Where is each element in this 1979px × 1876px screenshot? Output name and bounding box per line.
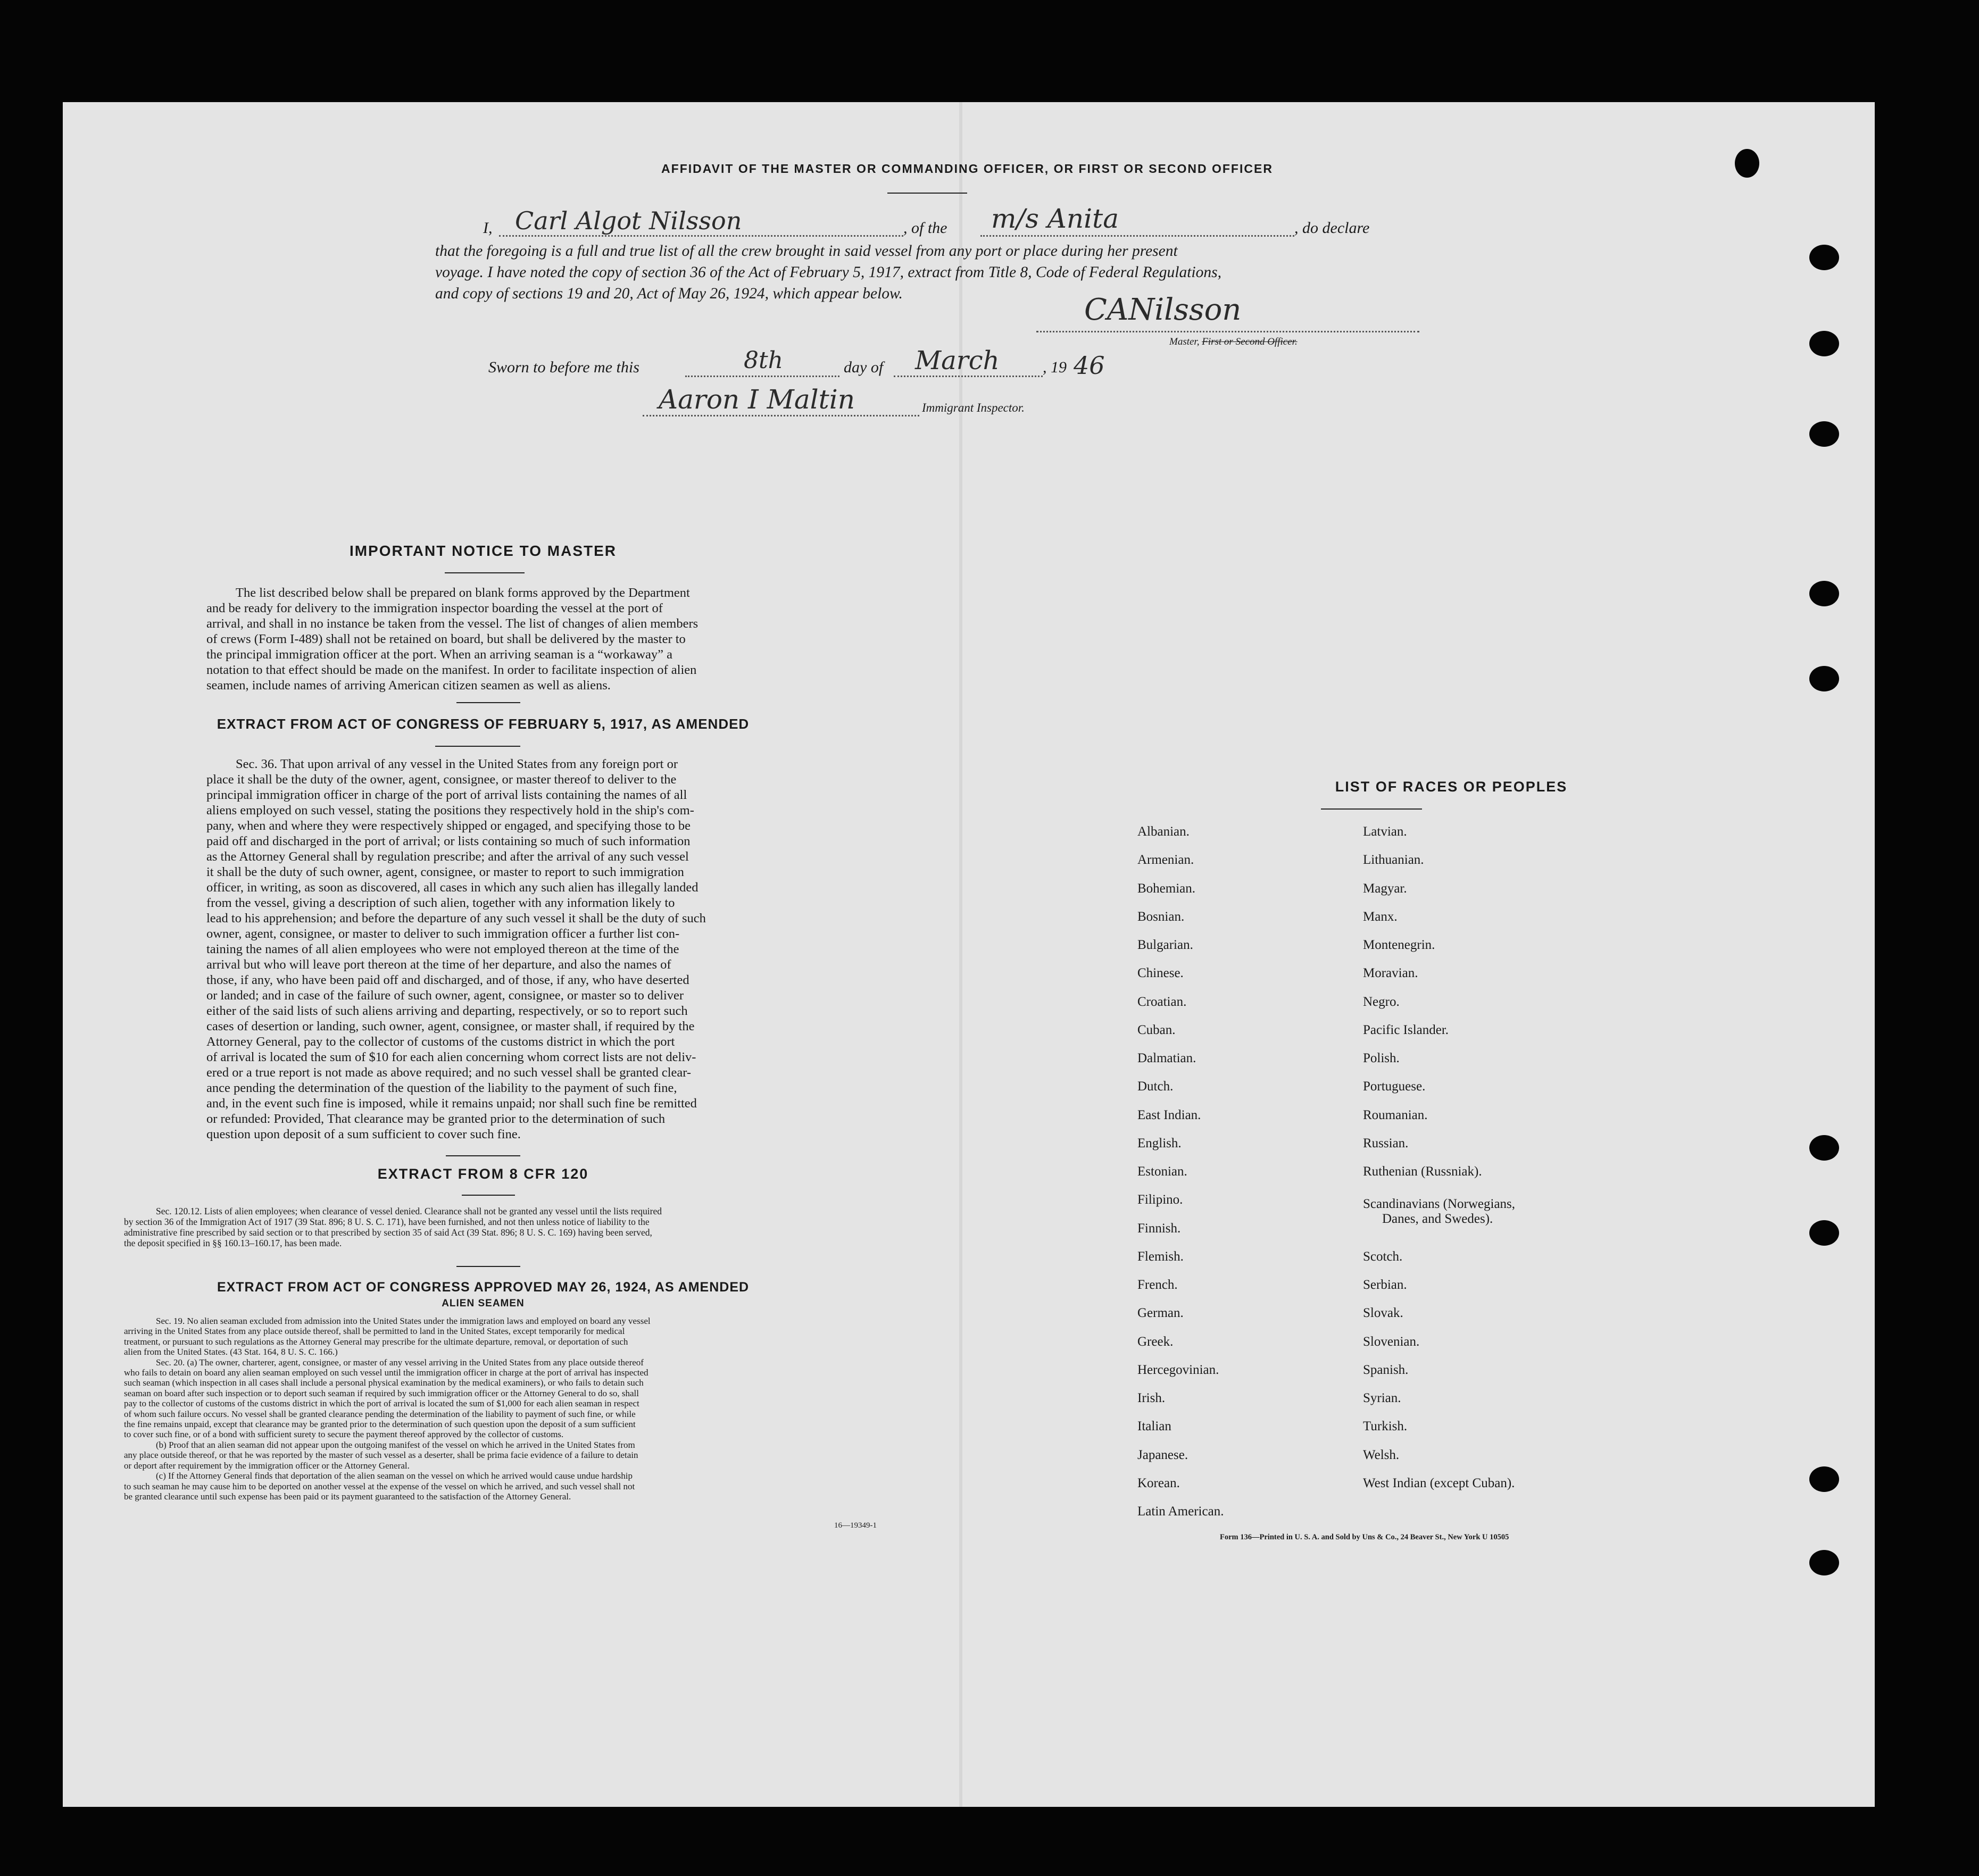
race-item: Bohemian.	[1137, 881, 1196, 896]
extract-1917-title: EXTRACT FROM ACT OF CONGRESS OF FEBRUARY 5, 1917, AS AMENDED	[217, 716, 750, 732]
race-item: Moravian.	[1363, 966, 1418, 980]
section-36-line: Attorney General, pay to the collector of customs of the customs district in which the port	[206, 1035, 675, 1049]
punch-hole	[1809, 245, 1839, 270]
notice-line: seamen, include names of arriving American citizen seamen as well as aliens.	[206, 678, 611, 693]
race-item: Latvian.	[1363, 824, 1407, 839]
section-36-line: paid off and discharged in the port of arrival; or lists containing so much of such information	[206, 834, 691, 848]
section-20-line: who fails to detain on board any alien seaman employed on such vessel until the immigration officer in charge at the port of arrival has inspected	[124, 1368, 648, 1378]
cfr-body	[124, 1206, 954, 1248]
race-item: Irish.	[1137, 1391, 1166, 1405]
section-36-line: pany, when and where they were respectively shipped or engaged, and specifying those to be	[206, 819, 691, 833]
notice-end-rule	[456, 702, 520, 703]
vessel-name-handwriting: m/s Anita	[991, 203, 1119, 234]
cfr-end-rule	[456, 1266, 520, 1267]
section-19-line: arriving in the United States from any place outside thereof, shall be permitted to land in the United States, except temporarily for medical	[124, 1326, 625, 1337]
notice-title: IMPORTANT NOTICE TO MASTER	[349, 543, 617, 559]
section-36-line: taining the names of all alien employees who were not employed thereon at the time of the	[206, 942, 679, 956]
section-36-line: place it shall be the duty of the owner, agent, consignee, or master thereof to deliver to the	[206, 772, 677, 787]
notice-line: and be ready for delivery to the immigration inspector boarding the vessel at the port of	[206, 601, 663, 615]
race-item: Scotch.	[1363, 1249, 1403, 1264]
race-item: French.	[1137, 1278, 1178, 1292]
race-item-continued: Danes, and Swedes).	[1382, 1212, 1493, 1226]
race-item: Montenegrin.	[1363, 938, 1435, 952]
inspector-signature: Aaron I Maltin	[659, 384, 855, 415]
race-item: Syrian.	[1363, 1391, 1401, 1405]
race-item: English.	[1137, 1136, 1182, 1150]
race-item: Bosnian.	[1137, 910, 1185, 924]
extract-1917-body	[206, 756, 871, 1142]
section-36-line: as the Attorney General shall by regulation prescribe; and after the arrival of any such vessel	[206, 849, 689, 864]
section-36-line: cases of desertion or landing, such owner, agent, consignee, or master shall, if required by the	[206, 1019, 695, 1033]
section-19-line: treatment, or pursuant to such regulations as the Attorney General may prescribe for the ultimate departure, removal, or deportation of such	[124, 1336, 628, 1347]
punch-hole	[1809, 331, 1839, 356]
section-36-line: it shall be the duty of such owner, agent, consignee, or master to report to such immigration	[206, 865, 684, 879]
race-item: Roumanian.	[1363, 1108, 1428, 1122]
punch-hole	[1809, 1466, 1839, 1492]
race-item: Manx.	[1363, 910, 1398, 924]
document-page	[63, 102, 1875, 1807]
signature-caption	[1169, 336, 1298, 348]
race-item: Negro.	[1363, 995, 1400, 1009]
punch-hole	[1809, 666, 1839, 691]
race-item: Polish.	[1363, 1051, 1400, 1065]
race-item: Chinese.	[1137, 966, 1184, 980]
race-item: Cuban.	[1137, 1023, 1176, 1037]
races-rule	[1321, 808, 1422, 810]
race-item: Latin American.	[1137, 1504, 1224, 1519]
race-item: Turkish.	[1363, 1419, 1408, 1433]
master-signature: CANilsson	[1084, 293, 1242, 327]
section-36-line: from the vessel, giving a description of such alien, together with any information likely to	[206, 896, 675, 910]
race-item: Finnish.	[1137, 1221, 1181, 1236]
punch-hole	[1809, 421, 1839, 447]
master-name-handwriting: Carl Algot Nilsson	[515, 206, 742, 235]
section-20-line: seaman on board after such inspection or to deport such seaman if required by such immigration officer or the Attorney General to do so, shall	[124, 1388, 639, 1398]
inspector-label: Immigrant Inspector.	[922, 401, 1025, 414]
section-36-line: Sec. 36. That upon arrival of any vessel in the United States from any foreign port or	[236, 757, 678, 771]
title-rule	[887, 193, 967, 194]
punch-hole	[1809, 581, 1839, 606]
affidavit-line-4: and copy of sections 19 and 20, Act of May 26, 1924, which appear below.	[435, 285, 903, 302]
section-20-line: be granted clearance until such expense has been paid or its payment guaranteed to the satisfaction of the Attorney General.	[124, 1491, 571, 1502]
race-item: Spanish.	[1363, 1363, 1409, 1377]
race-item: Croatian.	[1137, 995, 1187, 1009]
race-item: Dutch.	[1137, 1079, 1174, 1094]
race-item: Magyar.	[1363, 881, 1407, 896]
cfr-title: EXTRACT FROM 8 CFR 120	[377, 1166, 589, 1182]
section-19-line: alien from the United States. (43 Stat. 164, 8 U. S. C. 166.)	[124, 1347, 338, 1357]
of-the-label: , of the	[903, 219, 947, 237]
section-20-line: the fine remains unpaid, except that clearance may be granted prior to the determination of such question upon the deposit of a sum sufficient	[124, 1419, 636, 1430]
cfr-rule	[462, 1195, 515, 1196]
section-36-line: those, if any, who have been paid off and discharged, and of those, if any, who have deserted	[206, 973, 689, 987]
race-item: Serbian.	[1363, 1278, 1407, 1292]
race-item: Pacific Islander.	[1363, 1023, 1449, 1037]
race-item: Slovak.	[1363, 1306, 1403, 1320]
cfr-line: the deposit specified in §§ 160.13–160.17, has been made.	[124, 1238, 342, 1248]
punch-hole	[1809, 1220, 1839, 1246]
inspector-field	[643, 384, 919, 416]
extract-1924-title: EXTRACT FROM ACT OF CONGRESS APPROVED MAY 26, 1924, AS AMENDED	[217, 1280, 750, 1295]
race-item: Welsh.	[1363, 1448, 1400, 1462]
day-field	[685, 347, 839, 377]
race-item: Filipino.	[1137, 1193, 1183, 1207]
section-20-line: (c) If the Attorney General finds that deportation of the alien seaman on the vessel on which he arrived would cause undue hardship	[156, 1471, 633, 1481]
section-19-line: Sec. 19. No alien seaman excluded from admission into the United States under the immigration laws and employed on board any vessel	[156, 1316, 651, 1326]
section-36-line: ered or a true report is not made as above required; and no such vessel shall be granted clear-	[206, 1065, 692, 1080]
sworn-line	[488, 346, 1233, 380]
day-of-label: day of	[844, 358, 884, 376]
extract-1917-end-rule	[446, 1155, 520, 1156]
section-20-line: any place outside thereof, or that he was reported by the master of such vessel as a deserter, shall be prima facie evidence of a failure to detain	[124, 1450, 638, 1461]
race-item: Bulgarian.	[1137, 938, 1193, 952]
alien-seamen-subtitle: ALIEN SEAMEN	[442, 1298, 525, 1309]
section-20-line: Sec. 20. (a) The owner, charterer, agent, consignee, or master of any vessel arriving in the United States from any place outside thereof	[156, 1357, 644, 1368]
cfr-line: administrative fine prescribed by said section or to that prescribed by section 35 of said Act (39 Stat. 896; 8 U. S. C. 169) having been served,	[124, 1227, 652, 1238]
section-36-line: either of the said lists of such aliens arriving and departing, respectively, or so to report such	[206, 1004, 688, 1018]
race-item: Ruthenian (Russniak).	[1363, 1164, 1482, 1179]
name-field	[499, 206, 903, 237]
race-item: East Indian.	[1137, 1108, 1201, 1122]
races-title: LIST OF RACES OR PEOPLES	[1335, 779, 1568, 795]
section-36-line: arrival but who will leave port thereon at the time of her departure, and also the names of	[206, 957, 671, 972]
section-36-line: officer, in writing, as soon as discovered, all cases in which any such alien has illegally landed	[206, 880, 699, 895]
race-item: Slovenian.	[1363, 1335, 1420, 1349]
section-36-line: aliens employed on such vessel, stating the positions they respectively hold in the ship's com-	[206, 803, 694, 818]
section-36-line: or refunded: Provided, That clearance may be granted prior to the determination of such	[206, 1112, 666, 1126]
race-item: Scandinavians (Norwegians,	[1363, 1197, 1516, 1211]
race-item: Dalmatian.	[1137, 1051, 1196, 1065]
race-item: Albanian.	[1137, 824, 1190, 839]
race-item: Estonian.	[1137, 1164, 1187, 1179]
affidavit-line-1	[483, 203, 1504, 237]
race-item: Portuguese.	[1363, 1079, 1426, 1094]
notice-line: notation to that effect should be made on the manifest. In order to facilitate inspection of alien	[206, 663, 697, 677]
notice-line: arrival, and shall in no instance be taken from the vessel. The list of changes of alien members	[206, 616, 699, 631]
section-36-line: question upon deposit of a sum sufficient to cover such fine.	[206, 1127, 521, 1141]
section-36-line: lead to his apprehension; and before the departure of any such vessel it shall be the duty of such	[206, 911, 706, 926]
section-36-line: principal immigration officer in charge of the port of arrival lists containing the names of all	[206, 788, 687, 802]
race-item: Korean.	[1137, 1476, 1180, 1490]
race-item: Russian.	[1363, 1136, 1409, 1150]
section-36-line: or landed; and in case of the failure of such owner, agent, consignee, or master so to deliver	[206, 988, 684, 1003]
notice-line: of crews (Form I-489) shall not be retained on board, but shall be delivered by the master to	[206, 632, 686, 646]
printer-footer: Form 136—Printed in U. S. A. and Sold by Uns & Co., 24 Beaver St., New York U 10505	[1220, 1533, 1509, 1541]
punch-hole	[1809, 1550, 1839, 1575]
section-36-line: and, in the event such fine is imposed, while it remains unpaid; nor shall such fine be remitted	[206, 1096, 697, 1111]
section-36-line: of arrival is located the sum of $10 for each alien concerning whom correct lists are not deliv-	[206, 1050, 696, 1064]
extract-1924-body	[124, 1316, 954, 1502]
section-20-line: such seaman (which inspection in all cases shall include a personal physical examination by the medical examiners), or who fails to detain such	[124, 1378, 644, 1388]
race-item: West Indian (except Cuban).	[1363, 1476, 1515, 1490]
section-20-line: of whom such failure occurs. No vessel shall be granted clearance pending the determination of the liability to payment of such fine, or while	[124, 1408, 636, 1419]
ink-blot	[1735, 149, 1759, 178]
vessel-field	[980, 203, 1294, 237]
notice-line: the principal immigration officer at the port. When an arriving seaman is a “workaway” a	[206, 647, 673, 662]
year-handwriting: 46	[1074, 351, 1105, 380]
cfr-line: by section 36 of the Immigration Act of 1917 (39 Stat. 896; 8 U. S. C. 171), have been furnished, and not then unless notice of liability to the	[124, 1216, 650, 1227]
affidavit-line-2: that the foregoing is a full and true list of all the crew brought in said vessel from any port or place during her present	[435, 243, 1178, 260]
year-prefix: , 19	[1043, 358, 1067, 376]
affidavit-title: AFFIDAVIT OF THE MASTER OR COMMANDING OFFICER, OR FIRST OR SECOND OFFICER	[661, 162, 1273, 176]
section-20-line: to such seaman he may cause him to be deported on another vessel at the expense of the vessel on which he arrived, and such vessel shall not	[124, 1481, 635, 1491]
section-20-line: pay to the collector of customs of the customs district in which the port of arrival is located the sum of $1,000 for each alien seaman in respect	[124, 1398, 639, 1409]
signature-field	[1036, 293, 1419, 332]
form-number: 16—19349-1	[834, 1521, 877, 1530]
race-item: Italian	[1137, 1419, 1171, 1433]
notice-rule	[445, 572, 525, 573]
struck-officer-label: First or Second Officer.	[1202, 336, 1298, 347]
section-20-line: or deport after requirement by the immigration officer or the Attorney General.	[124, 1460, 410, 1471]
race-item: Lithuanian.	[1363, 853, 1424, 867]
notice-line: The list described below shall be prepared on blank forms approved by the Department	[236, 586, 690, 600]
section-20-line: to cover such fine, or of a bond with sufficient surety to secure the payment thereof approved by the collector of customs.	[124, 1429, 564, 1440]
do-declare-label: , do declare	[1294, 219, 1370, 237]
cfr-line: Sec. 120.12. Lists of alien employees; when clearance of vessel denied. Clearance shall not be granted any vessel until the lists required	[156, 1206, 662, 1216]
section-36-line: owner, agent, consignee, or master to deliver to such immigration officer a further list con-	[206, 927, 680, 941]
i-label: I,	[483, 219, 493, 237]
notice-body	[206, 585, 871, 693]
race-item: Flemish.	[1137, 1249, 1184, 1264]
race-item: Greek.	[1137, 1335, 1174, 1349]
section-36-line: ance pending the determination of the question of the liability to the payment of such fine,	[206, 1081, 677, 1095]
month-field	[894, 346, 1043, 377]
affidavit-line-3: voyage. I have noted the copy of section 36 of the Act of February 5, 1917, extract from Title 8, Code of Federal Regulations,	[435, 264, 1221, 281]
race-item: German.	[1137, 1306, 1184, 1320]
race-item: Armenian.	[1137, 853, 1194, 867]
punch-hole	[1809, 1135, 1839, 1161]
race-item: Japanese.	[1137, 1448, 1188, 1462]
day-handwriting: 8th	[744, 347, 784, 374]
month-handwriting: March	[915, 346, 1000, 376]
extract-1917-rule	[435, 746, 520, 747]
section-20-line: (b) Proof that an alien seaman did not appear upon the outgoing manifest of the vessel on which he arrived in the United States from	[156, 1439, 635, 1450]
sworn-label: Sworn to before me this	[488, 358, 639, 376]
master-label: Master,	[1169, 336, 1200, 347]
race-item: Hercegovinian.	[1137, 1363, 1219, 1377]
